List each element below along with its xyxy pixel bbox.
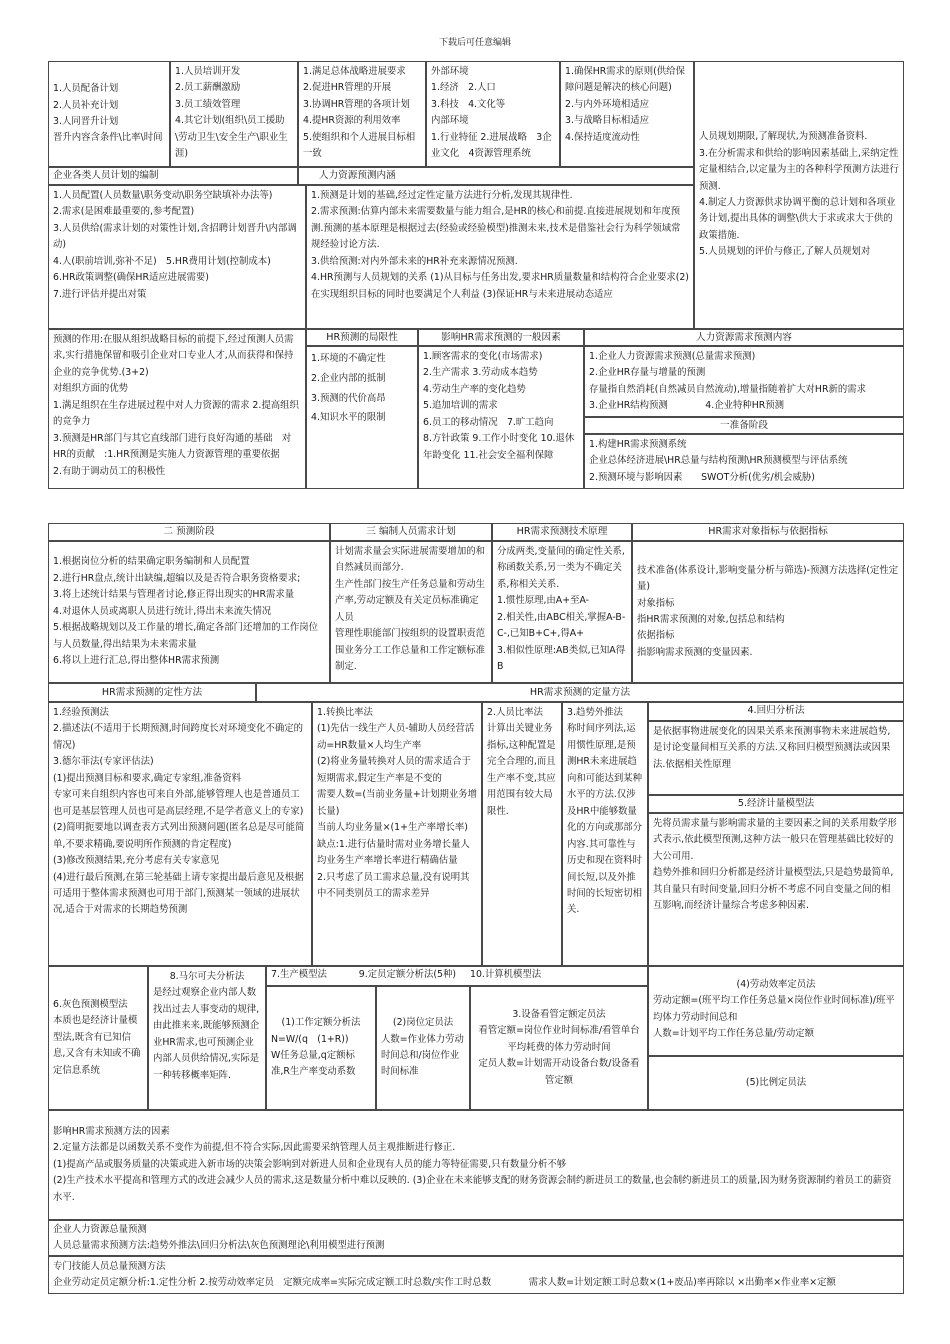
cell-line: (1)先估一线生产人员-辅助人员经营活动=HR数量×人均生产率 [317,723,475,751]
cell-line: 1.惯性原理,由A+至A- [497,595,590,607]
qualitative-cell [48,702,312,966]
planning-steps-cell [694,61,904,329]
econometric-cell [648,813,904,966]
section-title-limitations: HR预测的局限性 [306,329,418,346]
cell-line: 3.相似性原理:AB类似,已知A得B [497,644,626,673]
cell-line: 1.构建HR需求预测系统 [589,439,687,450]
cell-line: 称时间序列法,运用惯性原理,是预测HR未来进展趋向和可能达到某种水平的方法.仅涉及HR中能够数量化的方向或那部分内容.其可靠性与历史和现在资料时间长短,以及外推时间的长短密切相关. [567,723,643,916]
cell-line: (3)修改预测结果,充分考虑有关专家意见 [53,855,220,867]
cell-line: 计算出关键业务指标,这种配置是完全合理的,而且生产率不变,其应用范围有较大局限性. [487,723,556,817]
equipment-quota-cell [470,986,648,1110]
cell-line: 4.劳动生产率的变化趋势 [423,383,526,395]
section-title-econometric: 5.经济计量模型法 [648,795,904,813]
cell-line: (2)将业务量转换对人员的需求适合于短期需求,假定生产率是不变的 [317,756,471,784]
cell-line: 1.企业人力资源需求预测(总量需求预测) [589,351,756,362]
planning-purpose-cell [298,61,426,167]
cell-line: 可适用于整体需求预测也可用于部门,预测某一领域的进展状况,适合于对需求的长期趋势预测 [53,887,300,916]
cell-line: 看管定额=岗位作业时间标准/看管单台平均耗费的体力劳动时间 [478,1025,640,1053]
cell-line: (2)简明扼要地以调查表方式列出预测问题(匿名总是尽可能简单,不要求精确,要说明所作预测的肯定程度) [53,822,305,850]
cell-line: 2.进行HR盘点,统计出缺编,超编以及是否符合职务资格要求; [53,572,301,584]
cell-line: 专门技能人员总量预测方法 [53,1260,166,1272]
cell-line: 对象指标 [637,597,675,609]
cell-line: 2.促进HR管理的开展 [303,82,392,94]
cell-line: 6.灰色预测模型法 [53,998,128,1010]
cell-line: 需要人数=(当前业务量+计划期业务增长量) [317,789,477,817]
labor-efficiency-cell [648,966,904,1056]
section-title-quantitative: HR需求预测的定量方法 [256,683,904,702]
staff-ratio-cell [482,702,562,966]
cell-line: 企业总体经济进展\HR总量与结构预测\HR预测模型与评估系统 [589,455,848,467]
cell-line: (1)工作定额分析法 [281,1017,361,1029]
cell-line: 内部环境 [431,115,469,127]
method-factors-cell [48,1110,904,1220]
section-title-forecast-meaning: 人力资源预测内涵 [298,167,694,185]
cell-line: 3.企业HR结构预测 4.企业特种HR预测 [589,400,785,412]
cell-line: 先将员需求量与影响需求量的主要因素之间的关系用数学形式表示,依此模型预测,这种方法一般只在管理基础比较好的大公司用. [653,818,897,862]
cell-line: 4.保持适度流动性 [565,131,640,143]
cell-line: 劳动定额=(班平均工作任务总量×岗位作业时间标准)/班平均体力劳动时间总和 [653,995,895,1023]
environment-cell [426,61,560,167]
cell-line: 是依据事物进展变化的因果关系来预测事物未来进展趋势,是讨论变量间相互关系的方法.又称回归模型预测法或因果法.依据相关性原理 [653,726,891,770]
cell-line: (2)生产技术水平提高和管理方式的改进会减少人员的需求,这是数量分析中难以反映的. (3)企业在未来能够支配的财务资源会制约新进员工的数量,也会制约新进员工的质量,因为财务资源制约着员工的薪资水平. [53,1175,892,1203]
cell-line: 技术准备(体系设计,影响变量分析与筛选)-预测方法选择(定性定量) [637,564,899,593]
section-title-regression: 4.回归分析法 [648,702,904,721]
cell-line: 1.经济 2.人口 [431,82,496,94]
cell-line: 4.制定人力资源供求协调平衡的总计划和各项业务计划,提出具体的调整\供大于求或求大于供的政策措施. [699,197,896,241]
section-title-demand-content: 人力资源需求预测内容 [584,329,904,346]
cell-line: 2.企业HR存量与增量的预测 [589,367,706,379]
cell-line: 人员总量需求预测方法:趋势外推法\回归分析法\灰色预测理论\利用模型进行预测 [53,1240,385,1251]
cell-line: 影响HR需求预测方法的因素 [53,1125,170,1137]
cell-line: 3.人员供给(需求计划的对策性计划,含招聘计划晋升\内部调动) [53,222,297,251]
section-title-stage2: 二 预测阶段 [48,523,330,541]
cell-line: 2.需求(是困难最重要的,参考配置) [53,206,195,218]
cell-line: 2.与内外环境相适应 [565,98,649,110]
cell-line: 企业劳动定员定额分析:1.定性分析 2.按劳动效率定员 定额完成率=实际完成定额工时总数/实作工时总数 需求人数=计划定额工时总数×(1+废品)率再除以 ×出勤率×作业率×定额 [53,1277,836,1288]
cell-line: 6.员工的移动情况 7.旷工趋向 [423,416,554,428]
cell-line: 7.进行评估并提出对策 [53,288,147,300]
computer-model-title: 10.计算机模型法 [470,969,542,980]
cell-line: 依据指标 [637,630,675,642]
cell-line: 3.在分析需求和供给的影响因素基础上,采纳定性定量相结合,以定量为主的各种科学预测方法进行预测. [699,147,899,192]
cell-line: 3.人同晋升计划 [53,116,119,127]
cell-line: 3.员工绩效管理 [175,98,241,110]
compilation-cell [48,185,306,329]
cell-line: 分成两类,变量间的确定性关系,称函数关系,另一类为不确定关系,称相关关系. [497,546,625,590]
cell-line: 1.确保HR需求的原则(供给保障问题是解决的核心问题) [565,66,685,94]
cell-line: 管理性职能部门按组织的设置职责范围业务分工工作总量和工作定额标准制定. [335,628,486,673]
cell-line: (1)提高产品或服务质量的决策或进入新市场的决策会影响到对新进人员和企业现有人员的能力等特征需要,只有数量分析不够 [53,1158,567,1170]
cell-line: 对组织方面的优势 [53,383,129,395]
forecast-meaning-cell [306,185,694,329]
cell-line: 晋升内容含条件\比率\时间 [53,132,163,144]
cell-line: 人员规划期限,了解现状,为预测准备资料. [699,131,868,143]
cell-line: 4.人(职前培训,弥补不足) 5.HR费用计划(控制成本) [53,255,271,267]
cell-line: 1.人员培训开发 [175,66,241,77]
cell-line: 2.相关性,由ABC相关,掌握A-B-C-,已知B+C+,得A+ [497,611,626,640]
trend-extrapolation-cell [562,702,648,966]
cell-line: 3.趋势外推法 [567,707,623,718]
other-plans-cell [170,61,298,167]
cell-line: 2.人员比率法 [487,707,543,718]
cell-line: 2.生产需求 3.劳动成本趋势 [423,367,538,379]
cell-line: 6.将以上进行汇总,得出整体HR需求预测 [53,655,220,667]
cell-line: 2.只考虑了员工需求总量,没有说明其中不同类别员工的需求差异 [317,871,470,899]
cell-line: 4.对退休人员或离职人员进行统计,得出未来流失情况 [53,605,272,617]
cell-line: 本质也是经济计量模型法,既含有已知信息,又含有未知或不确定信息系统 [53,1015,141,1076]
cell-line: 指HR需求预测的对象,包括总和结构 [637,614,785,625]
cell-line: 1.人员配置(人员数量\职务变动\职务空缺填补办法等) [53,190,273,201]
cell-line: 专家可来自组织内容也可来自外部,能够管理人也是普通员工也可是基层管理人员也可是高层经理,不是学者意义上的专家) [53,789,304,817]
cell-line: 1.人员配备计划 [53,83,119,95]
cell-line: 2.企业内部的抵制 [311,372,386,384]
specialist-forecast-cell [48,1256,904,1294]
cell-line: 4.提HR资源的利用效率 [303,115,401,127]
cell-line: 5.人员规划的评价与修正,了解人员规划对 [699,246,871,258]
principles-detail-cell [492,541,632,683]
cell-line: (5)比例定员法 [745,1076,807,1088]
cell-line: 3.将上述统计结果与管理者讨论,修正得出现实的HR需求量 [53,589,295,601]
cell-line: (2)岗位定员法 [392,1017,454,1029]
limitations-cell [306,346,418,489]
cell-line: 指影响需求预测的变量因素. [637,646,753,658]
total-forecast-cell [48,1220,904,1256]
cell-line: 3.预测是HR部门与其它直线部门进行良好沟通的基础 对HR的贡献 :1.HR预测是实施人力资源管理的重要依据 2.有助于调动员工的积极性 [53,432,299,477]
cell-line: 5.使组织和个人进展目标相一致 [303,131,416,160]
section-title-stage3: 三 编制人员需求计划 [330,523,492,541]
stage3-cell [330,541,492,683]
cell-line: 3.德尔菲法(专家评估法) [53,756,154,768]
regression-cell [648,721,904,795]
production-model-title: 7.生产模型法 [271,969,327,980]
cell-line: (4)进行最后预测,在第三轮基础上请专家提出最后意见及根据 [53,871,304,883]
cell-line: 3.与战略目标相适应 [565,115,649,127]
principles-cell [560,61,694,167]
post-staffing-cell [376,986,470,1110]
factors-cell [418,346,584,489]
cell-line: 当前人均业务量×(1+生产率增长率) [317,822,468,834]
cell-line: 是经过观察企业内部人数找出过去人事变动的规律,由此推来来,既能够预测企业HR需求,也可预测企业内部人员供给情况,实际是一种转移概率矩阵. [153,987,260,1081]
cell-line: N=W/(q (1+R)) [271,1033,349,1045]
cell-line: 1.满足组织在生存进展过程中对人力资源的需求 2.提高组织的竞争力 [53,399,299,428]
cell-line: 1.根据岗位分析的结果确定职务编制和人员配置 [53,556,250,568]
cell-line: 2.需求预测:估算内部未来需要数量与能力组合,是HR的核心和前提.直接进展规划和年度预测.预测的基本原理是根据过去(经验或经验模型)推测未来,技术是借鉴社会行为科学领域常规经验讨论方法. [311,206,681,251]
section-title-factors: 影响HR需求预测的一般因素 [418,329,584,346]
cell-line: 8.方针政策 9.工作小时变化 10.退休年龄变化 11.社会安全福利保障 [423,433,575,461]
cell-line: 5.追加培训的需求 [423,400,498,412]
model-titles-row [266,966,648,986]
cell-line: 3.预测的代价高昂 [311,392,386,404]
section-title-indicators: HR需求对象指标与依据指标 [632,523,904,541]
cell-line: 外部环境 [431,66,469,77]
cell-line: 企业人力资源总量预测 [53,1223,147,1235]
cell-line: 2.人员补充计划 [53,99,119,111]
cell-line: 计划需求量会实际进展需要增加的和自然减员而部分. [335,546,486,574]
cell-line: 3.设备看管定额定员法 [512,1008,606,1020]
section-title-compilation: 企业各类人员计划的编制 [48,167,298,185]
cell-line: 3.科技 4.文化等 [431,98,506,110]
cell-line: 4.知识水平的限制 [311,412,386,424]
cell-line: 1.转换比率法 [317,707,373,718]
cell-line: 趋势外推和回归分析都是经济计量模型法,只是趋势最简单,其自量只有时间变量,回归分析不考虑不同自变量之间的相互影响,而经济计量综合考虑多种因素. [653,867,894,912]
cell-line: 1.顾客需求的变化(市场需求) [423,351,543,362]
prep-stage-cell [584,434,904,489]
cell-line: (1)提出预测目标和要求,确定专家组,准备资料 [53,772,241,784]
cell-line: 1.预测是计划的基础,经过定性定量方法进行分析,发现其规律性. [311,190,573,201]
cell-line: 3.供给预测:对内外部未来的HR补充来源情况预测. [311,255,518,267]
markov-cell [148,966,266,1110]
cell-line: 人数=计划平均工作任务总量/劳动定额 [653,1028,815,1040]
proportion-staffing-cell [648,1056,904,1110]
cell-line: (4)劳动效率定员法 [736,979,816,990]
demand-content-cell [584,346,904,417]
page-header: 下载后可任意编辑 [438,38,511,48]
grey-forecast-cell [48,966,148,1110]
cell-line: 人数=作业体力劳动时间总和/岗位作业时间标准 [381,1033,464,1078]
cell-line: 生产性部门按生产任务总量和劳动生产率,劳动定额及有关定员标准确定人员 [335,578,486,623]
stage2-cell [48,541,330,683]
cell-line: 3.协调HR管理的各项计划 [303,98,410,110]
cell-line: 6.HR政策调整(确保HR适应进展需要) [53,272,209,284]
section-title-principles: HR需求预测技术原理 [492,523,632,541]
cell-line: 存量指自然消耗(自然减员自然流动),增量指随着扩大对HR新的需求 [589,383,866,395]
cell-line: 4.其它计划(组织\员工援助\劳动卫生\安全生产\职业生涯) [175,115,288,160]
section-title-prep-stage: 一准备阶段 [584,417,904,434]
cell-line: 2.描述法(不适用于长期预测,时间跨度长对环境变化不确定的情况) [53,723,303,751]
quota-analysis-title: 9.定员定额分析法(5种) [358,969,457,980]
cell-line: W任务总量,q定额标准,R生产率变动系数 [271,1050,356,1078]
cell-line: 2.预测环境与影响因素 SWOT分析(优劣/机会威胁) [589,471,815,483]
cell-line: 4.HR预测与人员规划的关系 (1)从目标与任务出发,要求HR质量数量和结构符合企业要求(2)在实现组织目标的同时也要满足个人利益 (3)保证HR与未来进展动态适应 [311,272,689,300]
cell-line: 1.满足总体战略进展要求 [303,66,406,77]
forecast-role-cell [48,329,306,489]
cell-line: 1.环境的不确定性 [311,353,386,364]
conversion-ratio-cell [312,702,482,966]
cell-line: 预测的作用:在服从组织战略目标的前提下,经过预测人员需求,实行措施保留和吸引企业对口专业人才,从而获得和保持企业的竞争优势.(3+2) [53,334,294,378]
cell-line: 缺点:1.进行估量时需对业务增长量人均业务生产率增长率进行精确估量 [317,838,470,867]
section-title-qualitative: HR需求预测的定性方法 [48,683,256,702]
cell-line: 1.行业特征 2.进展战略 3企业文化 4资源管理系统 [431,131,552,160]
planning-types-cell [48,61,170,167]
indicators-cell [632,541,904,683]
cell-line: 2.定量方法都是以函数关系不变作为前提,但不符合实际,因此需要采纳管理人员主观推断进行修正. [53,1142,456,1154]
cell-line: 定员人数=计划需开动设备台数/设备看管定额 [478,1058,640,1086]
cell-line: 2.员工薪酬激励 [175,82,241,94]
cell-line: 8.马尔可夫分析法 [169,971,245,982]
cell-line: 1.经验预测法 [53,707,109,718]
work-quota-cell [266,986,376,1110]
cell-line: 5.根据战略规划以及工作量的增长,确定各部门还增加的工作岗位与人员数量,得出结果为未来需求量 [53,622,319,650]
